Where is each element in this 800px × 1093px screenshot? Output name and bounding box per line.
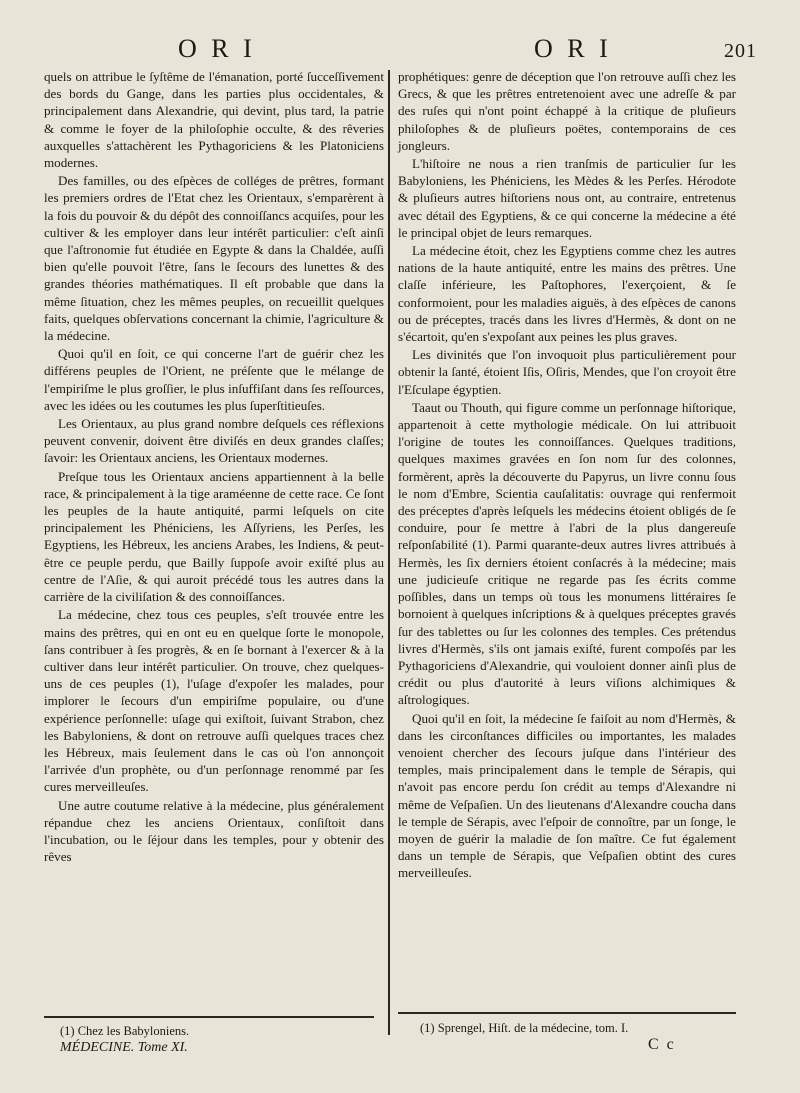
running-head-left: O R I bbox=[178, 34, 256, 63]
footnote-right: (1) Sprengel, Hiſt. de la médecine, tom. I. bbox=[420, 1021, 629, 1035]
footnote-rule-left bbox=[44, 1016, 374, 1018]
signature-mark-right: C c bbox=[648, 1036, 676, 1053]
paragraph: Les divinités que l'on invoquoit plus particulièrement pour obtenir la ſanté, étoient Iſis, Oſiris, Mendes, que l'on croyoit être l'Eſculape égyptien. bbox=[398, 347, 736, 397]
paragraph: Taaut ou Thouth, qui figure comme un perſonnage hiſtorique, appartenoit à cette mythologie médicale. On lui attribuoit l'origine de toutes les connoiſſances. Quelques traditions, quelques maximes gravées en ſon nom ſur des colonnes, formèrent, après la découverte du Papyrus, un livre connu ſous le nom d'Embre, Scientia cauſalitatis: ouvrage qui renfermoit des préceptes d'après leſquels les médecins étoient obligés de ſe conduire, pour ſe mettre à l'abri de la plus dangereuſe reſponſabilité (1). Parmi quarante-deux autres livres attribués à Hermès, les ſix derniers étoient conſacrés à la médecine; mais une judicieuſe critique ne regarde pas ſes écrits comme poſſibles, dans un temps où tous les monumens littéraires ſe bornoient à quelques inſcriptions & à quelques préceptes gravés ſur des tablettes ou ſur les colonnes des temples. Ces prétendus livres d'Hermès, s'ils ont jamais exiſté, furent compoſés par les Pythagoriciens d'Alexandrie, qui vouloient donner ainſi plus de crédit ou plus d'autorité à leurs viſions alchimiques & aſtrologiques. bbox=[398, 399, 736, 708]
footnote-rule-right bbox=[398, 1012, 736, 1014]
paragraph: Des familles, ou des eſpèces de colléges de prêtres, formant les premiers ordres de l'Etat chez les Orientaux, s'emparèrent à la fois du pouvoir & du dépôt des connoiſſancs acquiſes, pour les cultiver & les employer dans leur intérêt particulier: c'eſt ainſi que l'aſtronomie fut étudiée en Egypte & dans la Chaldée, auſſi bien qu'elle pouvoit l'être, ſans le ſecours des lunettes & des grandes théories mathématiques. Il eſt probable que dans la même ſituation, chez les mêmes peuples, on recueillit quelques faits, quelques obſervations concernant la chimie, l'agriculture & la médecine. bbox=[44, 173, 384, 344]
running-head-right: O R I bbox=[534, 34, 612, 63]
footnote-left: (1) Chez les Babyloniens. bbox=[60, 1024, 190, 1038]
paragraph: Preſque tous les Orientaux anciens appartiennent à la belle race, & principalement à la tige araméenne de cette race. Ce ſont les peuples de la haute antiquité, parmi leſquels on cite principalement les Phéniciens, les Aſſyriens, les Perſes, les Egyptiens, les Hébreux, les anciens Arabes, les Indiens, & peut-être ce peuple perdu, que Bailly ſuppoſe avoir exiſté plus au centre de l'Aſie, & qui auroit précédé tous les autres dans la carrière de la civiliſation & des connoiſſances. bbox=[44, 468, 384, 605]
paragraph: Les Orientaux, au plus grand nombre deſquels ces réflexions peuvent convenir, doivent être diviſés en deux grandes claſſes; ſavoir: les Orientaux anciens, les Orientaux modernes. bbox=[44, 416, 384, 466]
paragraph: Quoi qu'il en ſoit, ce qui concerne l'art de guérir chez les différens peuples de l'Orient, ne préſente que le mélange de l'empiriſme le plus groſſier, le plus inſuffiſant dans ſes reſſources, avec les idées ou les coutumes les plus ſuperſtitieuſes. bbox=[44, 346, 384, 413]
signature-mark-left: MÉDECINE. Tome XI. bbox=[60, 1040, 188, 1055]
page-number: 201 bbox=[724, 40, 757, 62]
right-column bbox=[398, 68, 736, 882]
paragraph: La médecine, chez tous ces peuples, s'eſt trouvée entre les mains des prêtres, qui en ont eu en quelque ſorte le monopole, ſans contribuer à ſes progrès, & en ſe bornant à l'exercer & à la cultiver dans leur intérêt particulier. On trouve, chez quelques-uns de ces peuples (1), l'uſage d'expoſer les malades, pour implorer le ſecours d'un empiriſme populaire, ou d'une expérience perſonnelle: uſage qui exiſtoit, ſuivant Strabon, chez les Babyloniens, & dont on retrouve auſſi quelques traces chez les Hébreux, mais ſeulement dans le cas où l'on annonçoit l'arrivée d'un prophète, ou d'un perſonnage renommé par ſes cures merveilleuſes. bbox=[44, 607, 384, 795]
paragraph: quels on attribue le ſyſtême de l'émanation, porté ſucceſſivement des bords du Gange, dans les parties plus occidentales, & principalement dans Alexandrie, qui devint, plus tard, la patrie & comme le foyer de la philoſophie occulte, & des rêveries auxquelles s'attachèrent les Pythagoriciens & les Platoniciens modernes. bbox=[44, 69, 384, 171]
left-column bbox=[44, 68, 384, 865]
paragraph: L'hiſtoire ne nous a rien tranſmis de particulier ſur les Babyloniens, les Phéniciens, les Mèdes & les Perſes. Hérodote & pluſieurs autres hiſtoriens nous ont, au contraire, entretenus avec détail des Egyptiens, & ce qui concerne la médecine a été le principal objet de leurs remarques. bbox=[398, 156, 736, 240]
column-divider bbox=[388, 70, 390, 1035]
paragraph: La médecine étoit, chez les Egyptiens comme chez les autres nations de la haute antiquité, entre les mains des prêtres. Une claſſe inférieure, les Paſtophores, l'exerçoient, & ſe conformoient, pour les maladies aiguës, à des eſpèces de canons ou de préceptes, tracés dans les livres d'Hermès, & dont on ne s'écartoit, qu'en s'expoſant aux peines les plus graves. bbox=[398, 243, 736, 345]
paragraph: Une autre coutume relative à la médecine, plus généralement répandue chez les anciens Orientaux, conſiſtoit dans l'incubation, ou le ſéjour dans les temples, pour y obtenir des rêves bbox=[44, 797, 384, 865]
paragraph: Quoi qu'il en ſoit, la médecine ſe faiſoit au nom d'Hermès, & dans les circonſtances difficiles ou importantes, les malades venoient chercher des ſecours juſque dans l'intérieur des temples, mais principalement dans le temple de Sérapis, qui n'avoit pas encore perdu ſon crédit au temps d'Alexandre ni même de Veſpaſien. Un des lieutenans d'Alexandre coucha dans le temple de Sérapis, avec l'eſpoir de connoître, par un ſonge, le moyen de guérir la maladie de ſon maître. Ce fut également dans un temple de Sérapis, que Veſpaſien obtint des cures merveilleuſes. bbox=[398, 710, 736, 881]
paragraph: prophétiques: genre de déception que l'on retrouve auſſi chez les Grecs, & que les prêtres entretenoient avec une adreſſe & par des ruſes qui n'ont point échappé à la critique de pluſieurs philoſophes & de pluſieurs poëtes, contemporains de ces jongleurs. bbox=[398, 69, 736, 153]
